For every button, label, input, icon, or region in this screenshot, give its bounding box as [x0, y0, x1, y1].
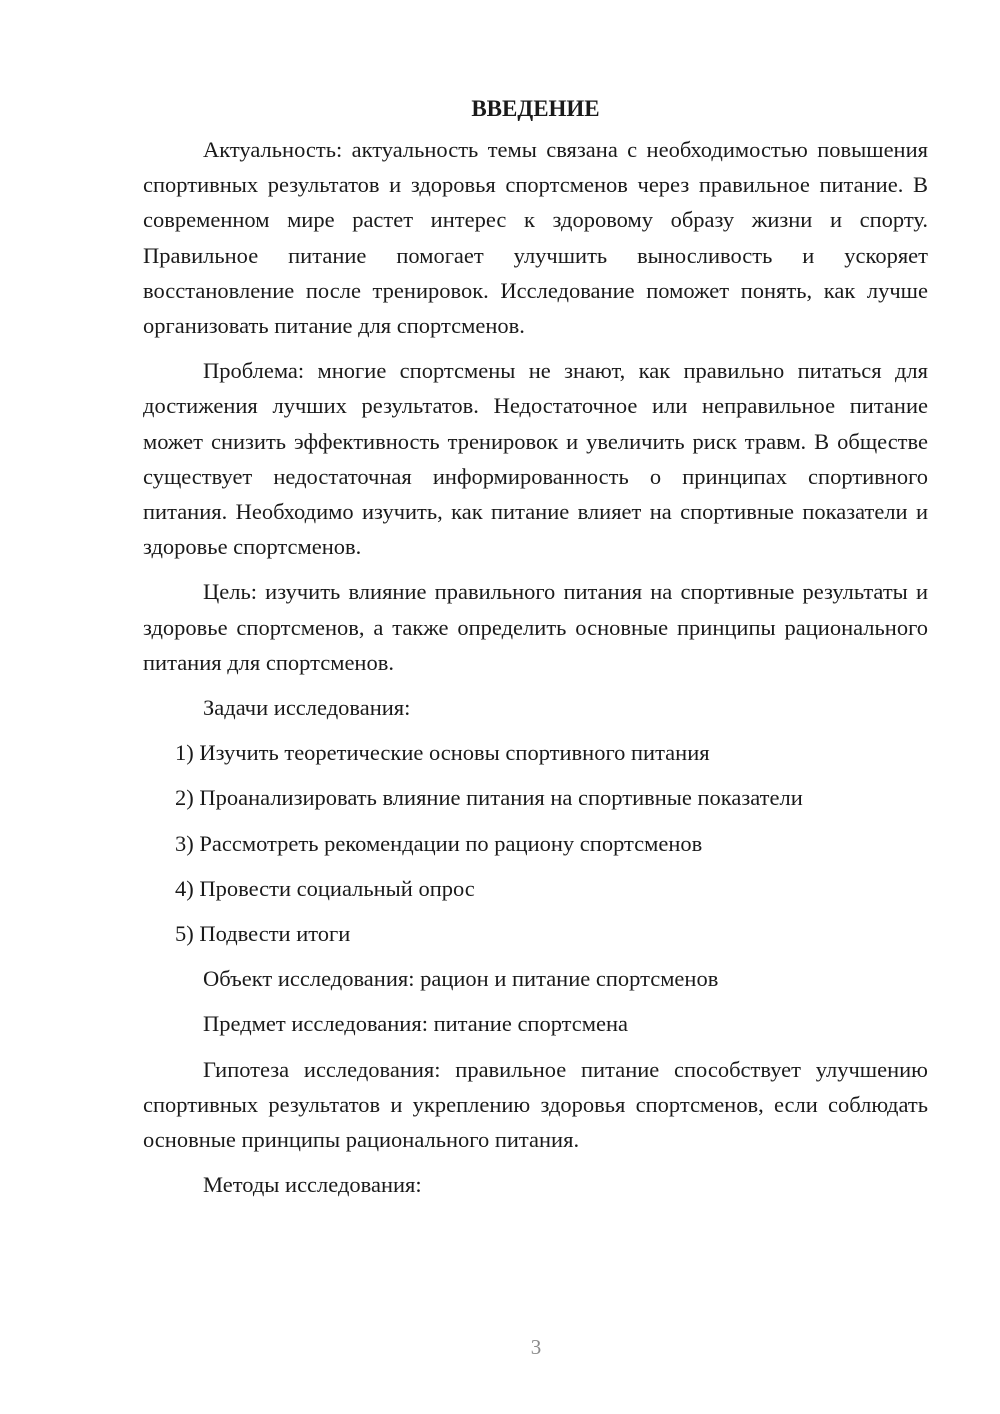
task-item-4: 4) Провести социальный опрос: [175, 875, 475, 901]
research-subject: Предмет исследования: питание спортсмена: [203, 1011, 629, 1037]
page-number: 3: [530, 1335, 542, 1359]
task-item-1: 1) Изучить теоретические основы спортивного питания: [175, 740, 710, 766]
research-object: Объект исследования: рацион и питание спортсменов: [203, 966, 719, 992]
section-heading: ВВЕДЕНИЕ: [471, 96, 600, 121]
methods-title: Методы исследования:: [203, 1172, 422, 1198]
task-item-5: 5) Подвести итоги: [175, 921, 351, 947]
task-item-2: 2) Проанализировать влияние питания на спортивные показатели: [175, 785, 803, 811]
task-item-3: 3) Рассмотреть рекомендации по рациону спортсменов: [175, 830, 703, 856]
document-page: [143, 92, 928, 1212]
goal-paragraph: Цель: изучить влияние правильного питания на спортивные результаты и здоровье спортсменов, а также определить основные принципы рационального питания для спортсменов.: [143, 579, 928, 675]
problem-paragraph: Проблема: многие спортсмены не знают, как правильно питаться для достижения лучших результатов. Недостаточное или неправильное питание может снизить эффективность тренировок и увеличить риск травм. В обществе существует недостаточная информированность о принципах спортивного питания. Необходимо изучить, как питание влияет на спортивные показатели и здоровье спортсменов.: [143, 358, 928, 560]
tasks-title: Задачи исследования:: [203, 695, 411, 721]
hypothesis-paragraph: Гипотеза исследования: правильное питание способствует улучшению спортивных результатов и укреплению здоровья спортсменов, если соблюдать основные принципы рационального питания.: [143, 1056, 928, 1153]
relevance-paragraph: Актуальность: актуальность темы связана с необходимостью повышения спортивных результатов и здоровья спортсменов через правильное питание. В современном мире растет интерес к здоровому образу жизни и спорту. Правильное питание помогает улучшить выносливость и ускоряет восстановление после тренировок. Исследование поможет понять, как лучше организовать питание для спортсменов.: [143, 137, 928, 339]
